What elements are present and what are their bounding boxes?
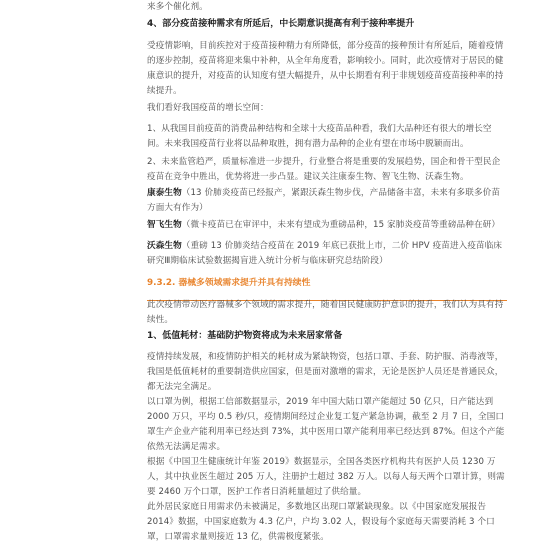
woson-paragraph	[147, 239, 507, 269]
health-stats-paragraph: 根据《中国卫生健康统计年鉴 2019》数据显示，全国各类医疗机构共有医护人员 1230 万人，其中执业医生超过 205 万人，注册护士超过 382 万人。以每人每天两个口罩计算，则需要 2460 万个口罩，医护工作者日消耗量超过了供给量。	[147, 457, 505, 497]
woson-name: 沃森生物	[147, 241, 182, 251]
low-value-heading: 1、低值耗材：基础防护物资将成为未来居家常备	[147, 331, 343, 341]
device-demand-paragraph: 此次疫情带动医疗器械多个领域的需求提升，随着国民健康防护意识的提升，我们认为具有持续性。	[147, 300, 504, 325]
vaccine-delay-paragraph: 受疫情影响，目前疾控对于疫苗接种精力有所降低，部分疫苗的接种预计有所延后，随着疫情的逐步控制，疫苗将迎来集中补种，从全年角度看，影响较小。同时，此次疫情对于居民的健康意识的提升，对疫苗的认知度有望大幅提升，从中长期看有利于非规划疫苗疫苗接种率的持续提升。	[147, 41, 504, 96]
growth-space-paragraph: 我们看好我国疫苗的增长空间：	[147, 103, 269, 113]
kangtai-name: 康泰生物	[147, 188, 182, 198]
kangtai-paragraph	[147, 186, 507, 216]
zhifei-paragraph	[147, 218, 507, 233]
mask-stats-paragraph: 以口罩为例，根据工信部数据显示，2019 年中国大陆口罩产能超过 50 亿只，日产能达到 2000 万只，平均 0.5 秒/只，疫情期间经过企业复工复产紧急协调，截至 2 月 7 日，全国口罩生产企业产能利用率已经达到 73%，其中医用口罩产能利用率已经达到 87%。但这个产能依然无法满足需求。	[147, 397, 505, 452]
epidemic-paragraph: 疫情持续发展，和疫情防护相关的耗材成为紧缺物资，包括口罩、手套、防护服、消毒液等，我国是低值耗材的重要制造供应国家，但是面对激增的需求，无论是医护人员还是普通民众，都无法完全满足。	[147, 352, 504, 392]
section4-heading: 4、部分疫苗接种需求有所延后，中长期意识提高有利于接种率提升	[147, 19, 415, 29]
point1-paragraph: 1、从我国目前疫苗的消费品种结构和全球十大疫苗品种看，我们大品种还有很大的增长空间。未来我国疫苗行业将以品种取胜，拥有潜力品种的企业有望在市场中脱颖而出。	[147, 124, 492, 149]
intro-tail-text: 来多个催化剂。	[147, 2, 208, 12]
woson-text: （重磅 13 价肺炎结合疫苗在 2019 年底已获批上市，二价 HPV 疫苗进入疫苗临床研究Ⅲ期临床试验数据揭盲进入统计分析与临床研究总结阶段）	[147, 241, 503, 266]
household-paragraph: 此外居民家庭日用需求仍未被满足，多数地区出现口罩紧缺现象。以《中国家庭发展报告 2014》数据，中国家庭数为 4.3 亿户，户均 3.02 人，假设每个家庭每天需要消耗 3 个口罩，口罩需求量则接近 13 亿，供需极度紧张。	[147, 502, 495, 542]
section932-heading: 9.3.2. 器械多领域需求提升并具有持续性	[147, 278, 311, 288]
point2-paragraph: 2、未来监管趋严，质量标准进一步提升，行业整合将是重要的发展趋势，国企和骨干型民企疫苗在竞争中胜出，优势将进一步凸显。建议关注康泰生物、智飞生物、沃森生物。	[147, 157, 501, 182]
zhifei-name: 智飞生物	[147, 220, 182, 230]
kangtai-text: （13 价肺炎疫苗已经报产，紧跟沃森生物步伐，产品储备丰富，未来有多联多价苗方面大有作为）	[147, 188, 501, 213]
zhifei-text: （微卡疫苗已在审评中，未来有望成为重磅品种，15 家肺炎疫苗等重磅品种在研）	[181, 220, 501, 230]
